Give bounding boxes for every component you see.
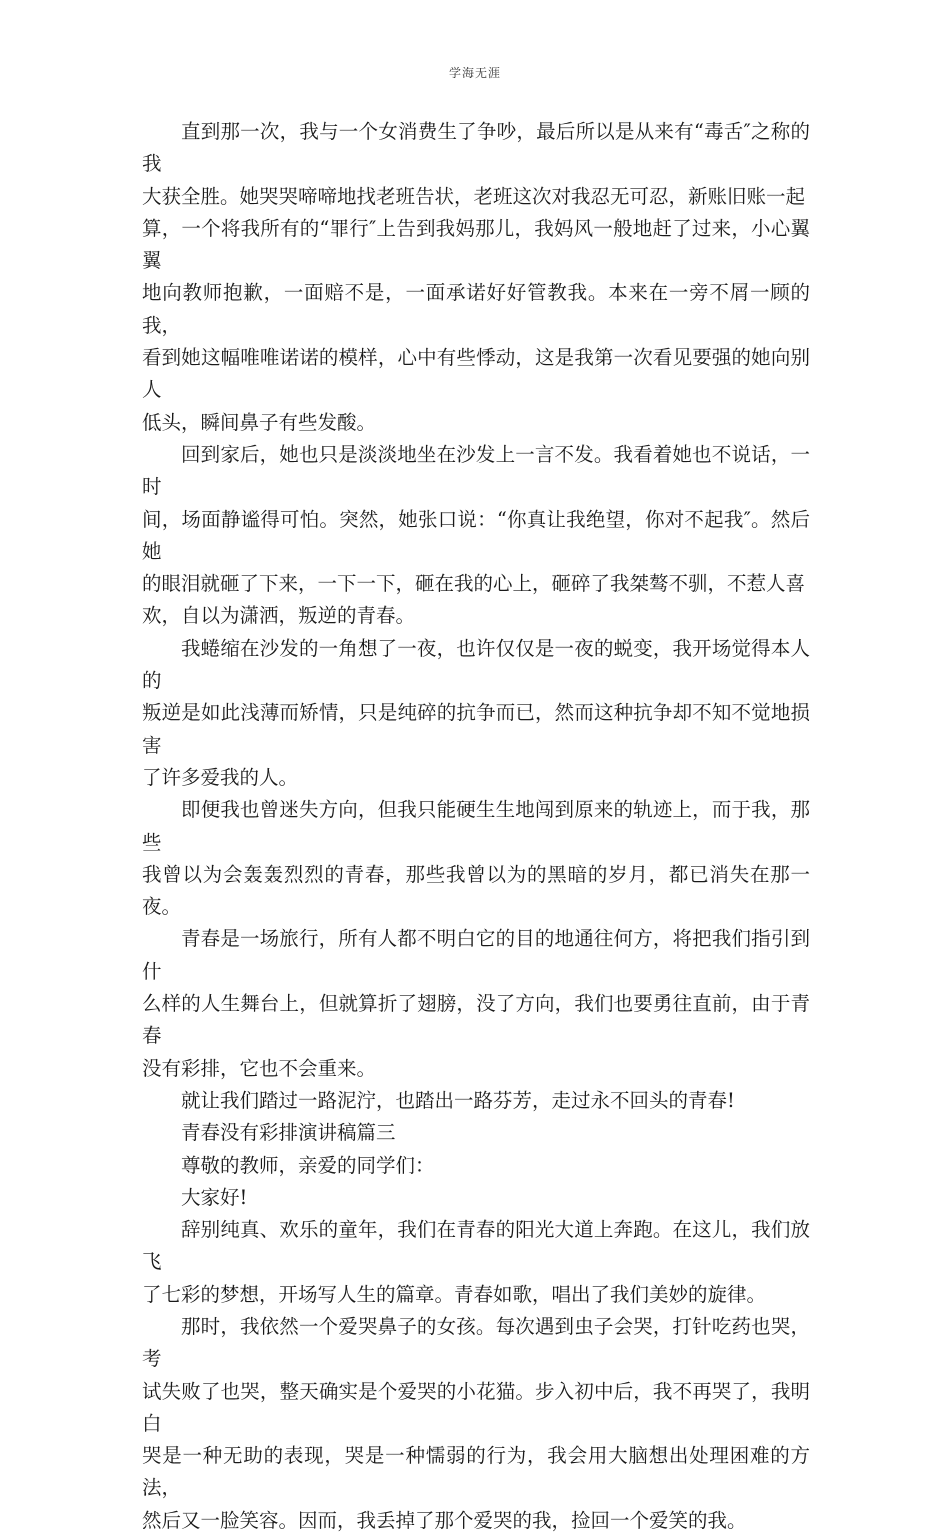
paragraph <box>142 1311 810 1537</box>
paragraph <box>142 1150 810 1182</box>
text-line: 么样的人生舞台上，但就算折了翅膀，没了方向，我们也要勇往直前，由于青春 <box>142 992 810 1048</box>
text-line: 地向教师抱歉，一面赔不是，一面承诺好好管教我。本来在一旁不屑一顾的我， <box>142 281 810 337</box>
paragraph <box>142 633 810 794</box>
text-line: 看到她这幅唯唯诺诺的模样，心中有些悸动，这是我第一次看见要强的她向别人 <box>142 346 810 402</box>
text-line: 了七彩的梦想，开场写人生的篇章。青春如歌，唱出了我们美妙的旋律。 <box>142 1282 767 1306</box>
text-line: 尊敬的教师，亲爱的同学们： <box>181 1153 435 1177</box>
text-line: 算，一个将我所有的“罪行″上告到我妈那儿，我妈风一般地赶了过来，小心翼翼 <box>142 216 810 273</box>
text-line: 然后又一脸笑容。因而，我丢掉了那个爱哭的我，捡回一个爱笑的我。 <box>142 1508 747 1532</box>
paragraph <box>142 1214 810 1311</box>
text-line: 低头，瞬间鼻子有些发酸。 <box>142 410 377 434</box>
paragraph <box>142 1085 810 1117</box>
paragraph <box>142 1117 810 1149</box>
text-line: 就让我们踏过一路泥泞，也踏出一路芬芳，走过永不回头的青春! <box>181 1088 735 1112</box>
text-line: 我曾以为会轰轰烈烈的青春，那些我曾以为的黑暗的岁月，都已消失在那一夜。 <box>142 862 810 919</box>
text-line: 大获全胜。她哭哭啼啼地找老班告状，老班这次对我忍无可忍，新账旧账一起 <box>142 184 806 208</box>
text-line: 青春没有彩排演讲稿篇三 <box>181 1121 396 1145</box>
text-line: 大家好! <box>181 1185 248 1209</box>
text-line: 了许多爱我的人。 <box>142 765 299 789</box>
paragraph <box>142 439 810 633</box>
text-line: 直到那一次，我与一个女消费生了争吵，最后所以是从来有“毒舌″之称的我 <box>142 120 810 176</box>
page-header: 学海无涯 <box>448 66 501 80</box>
text-line: 间，场面静谧得可怕。突然，她张口说：“你真让我绝望，你对不起我″。然后她 <box>142 507 810 563</box>
paragraph <box>142 116 810 439</box>
text-line: 的眼泪就砸了下来，一下一下，砸在我的心上，砸碎了我桀骜不驯，不惹人喜 <box>142 572 806 596</box>
text-line: 即便我也曾迷失方向，但我只能硬生生地闯到原来的轨迹上，而于我，那些 <box>142 798 810 854</box>
text-line: 那时，我依然一个爱哭鼻子的女孩。每次遇到虫子会哭，打针吃药也哭，考 <box>142 1314 810 1371</box>
text-line: 辞别纯真、欢乐的童年，我们在青春的阳光大道上奔跑。在这儿，我们放飞 <box>142 1218 810 1274</box>
text-line: 哭是一种无助的表现，哭是一种懦弱的行为，我会用大脑想出处理困难的方法， <box>142 1444 810 1500</box>
document-body <box>142 116 810 1537</box>
text-line: 青春是一场旅行，所有人都不明白它的目的地通往何方，将把我们指引到什 <box>142 927 810 983</box>
text-line: 回到家后，她也只是淡淡地坐在沙发上一言不发。我看着她也不说话，一时 <box>142 442 810 499</box>
text-line: 欢，自以为潇洒，叛逆的青春。 <box>142 604 416 628</box>
paragraph <box>142 794 810 923</box>
text-line: 试失败了也哭，整天确实是个爱哭的小花猫。步入初中后，我不再哭了，我明白 <box>142 1379 810 1435</box>
text-line: 叛逆是如此浅薄而矫情，只是纯碎的抗争而已，然而这种抗争却不知不觉地损害 <box>142 701 810 757</box>
paragraph <box>142 923 810 1084</box>
text-line: 我蜷缩在沙发的一角想了一夜，也许仅仅是一夜的蜕变，我开场觉得本人的 <box>142 636 810 693</box>
text-line: 没有彩排，它也不会重来。 <box>142 1056 377 1080</box>
paragraph <box>142 1182 810 1214</box>
